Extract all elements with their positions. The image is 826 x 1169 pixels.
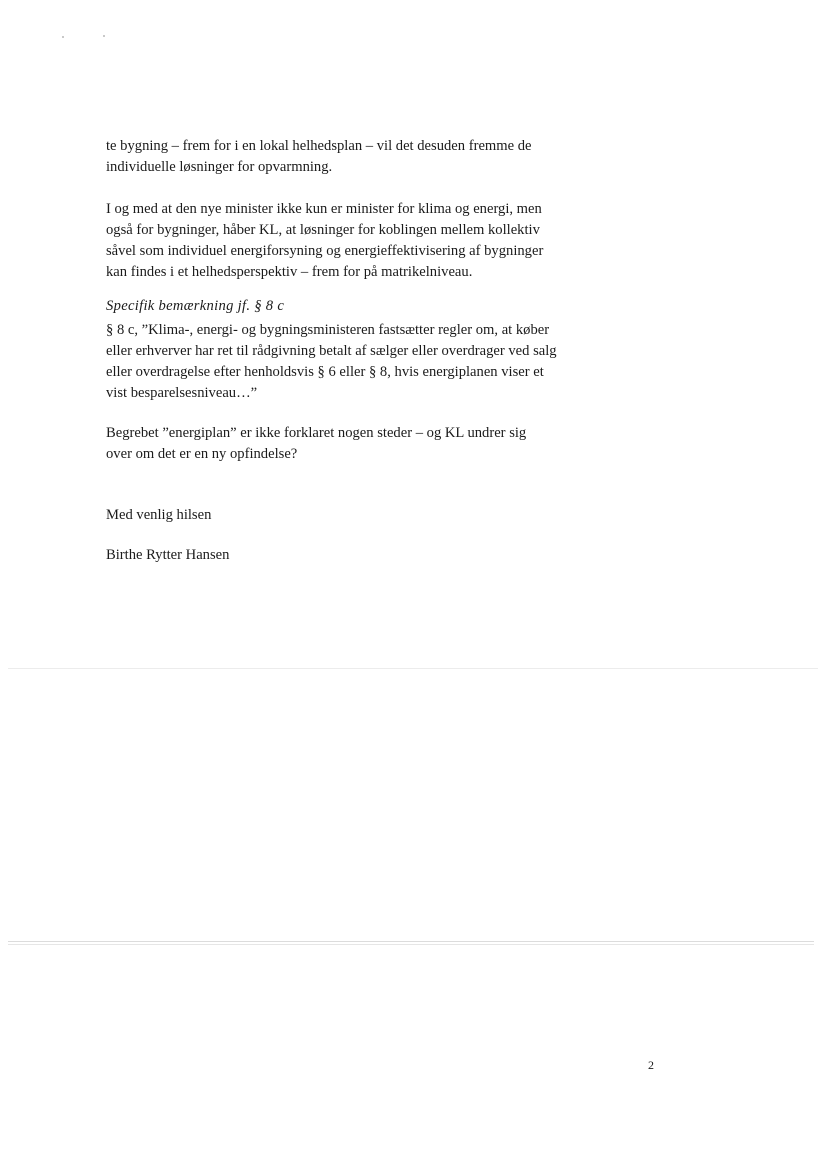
text-line: I og med at den nye minister ikke kun er minister for klima og energi, men: [106, 201, 542, 217]
text-line: individuelle løsninger for opvarmning.: [106, 159, 333, 175]
text-line: § 8 c, ”Klima-, energi- og bygningsministeren fastsætter regler om, at køber: [106, 322, 550, 338]
text-line: eller erhverver har ret til rådgivning betalt af sælger eller overdrager ved salg: [106, 343, 557, 359]
page-number: 2: [648, 1058, 654, 1072]
paragraph-heating-solutions: [106, 136, 626, 178]
scan-artifact-line: [8, 941, 814, 942]
scan-artifact-line: [8, 668, 818, 669]
text-line: over om det er en ny opfindelse?: [106, 446, 298, 462]
paragraph-minister: [106, 199, 626, 283]
text-line: også for bygninger, håber KL, at løsninger for koblingen mellem kollektiv: [106, 222, 540, 238]
text-line: te bygning – frem for i en lokal helhedsplan – vil det desuden fremme de: [106, 138, 532, 154]
text-line: eller overdragelse efter henholdsvis § 6 eller § 8, hvis energiplanen viser et: [106, 364, 544, 380]
closing-greeting: Med venlig hilsen: [106, 507, 212, 523]
scan-artifact-line: [8, 944, 814, 945]
text-line: kan findes i et helhedsperspektiv – frem for på matrikelniveau.: [106, 264, 473, 280]
scan-speck: [62, 36, 64, 38]
scan-speck: [103, 35, 105, 37]
text-line: vist besparelsesniveau…”: [106, 385, 258, 401]
paragraph-section-8c: [106, 320, 626, 404]
text-line: Begrebet ”energiplan” er ikke forklaret nogen steder – og KL undrer sig: [106, 425, 527, 441]
text-line: såvel som individuel energiforsyning og energieffektivisering af bygninger: [106, 243, 544, 259]
paragraph-energiplan: [106, 423, 626, 465]
section-heading: Specifik bemærkning jf. § 8 c: [106, 298, 285, 314]
signature-name: Birthe Rytter Hansen: [106, 547, 230, 563]
